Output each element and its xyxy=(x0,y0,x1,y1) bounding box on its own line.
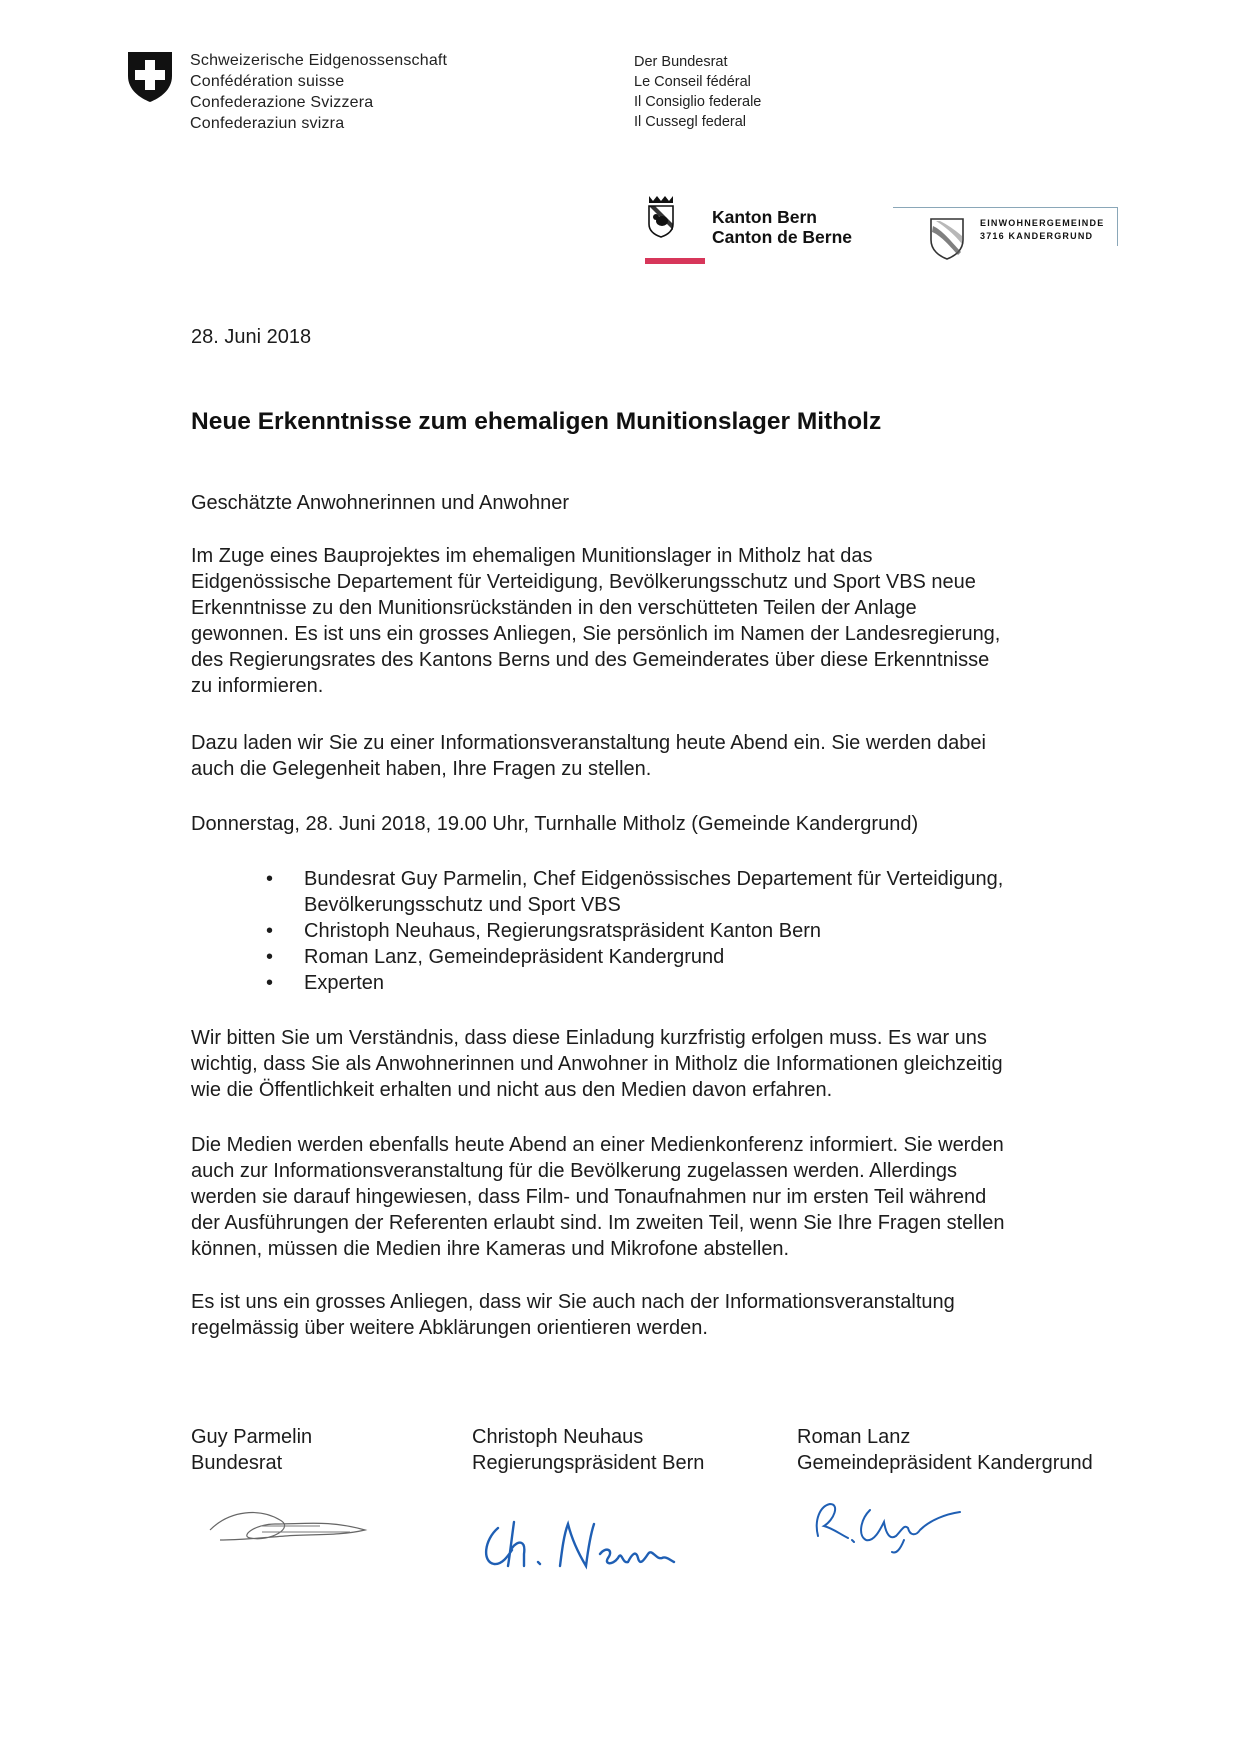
kandergrund-crest-icon xyxy=(928,216,966,260)
municipality-line-2: 3716 KANDERGRUND xyxy=(980,231,1094,241)
signature-parmelin xyxy=(200,1490,380,1560)
paragraph-apology xyxy=(191,1025,1003,1103)
paragraph-line: Die Medien werden ebenfalls heute Abend an einer Medienkonferenz informiert. Sie werden xyxy=(191,1134,1004,1156)
speaker-text: • Roman Lanz, Gemeindepräsident Kandergrund xyxy=(304,946,725,968)
signature-lanz xyxy=(800,1490,970,1560)
paragraph-invitation xyxy=(191,730,986,782)
paragraph-line: regelmässig über weitere Abklärungen orientieren werden. xyxy=(191,1317,708,1339)
signatory-role: Bundesrat xyxy=(191,1452,283,1474)
council-line-rm: Il Cussegl federal xyxy=(634,114,747,130)
canton-name xyxy=(712,207,852,247)
list-item xyxy=(266,918,1003,944)
paragraph-line: Es ist uns ein grosses Anliegen, dass wir Sie auch nach der Informationsveranstaltung xyxy=(191,1291,955,1313)
letter-salutation: Geschätzte Anwohnerinnen und Anwohner xyxy=(191,492,570,514)
speaker-text: • Christoph Neuhaus, Regierungsratspräsident Kanton Bern xyxy=(304,920,821,942)
swiss-coat-of-arms-icon xyxy=(126,50,174,104)
paragraph-line: der Ausführungen der Referenten erlaubt sind. Im zweiten Teil, wenn Sie Ihre Fragen stellen xyxy=(191,1212,1005,1234)
letter-date: 28. Juni 2018 xyxy=(191,326,312,348)
event-details xyxy=(191,811,918,837)
signatory-lanz xyxy=(797,1424,1093,1476)
paragraph-closing xyxy=(191,1289,955,1341)
canton-accent-rule xyxy=(645,258,705,264)
confederation-line-de: Schweizerische Eidgenossenschaft xyxy=(190,52,448,69)
signatory-parmelin xyxy=(191,1424,312,1476)
confederation-line-rm: Confederaziun svizra xyxy=(190,115,345,132)
paragraph-line: Wir bitten Sie um Verständnis, dass diese Einladung kurzfristig erfolgen muss. Es war uns xyxy=(191,1027,987,1049)
paragraph-line: Eidgenössische Departement für Verteidigung, Bevölkerungsschutz und Sport VBS neue xyxy=(191,571,976,593)
speaker-text: • Experten xyxy=(304,972,385,994)
speaker-text: • Bundesrat Guy Parmelin, Chef Eidgenössisches Departement für Verteidigung, xyxy=(304,868,1004,890)
speaker-text-continued: Bevölkerungsschutz und Sport VBS xyxy=(304,894,621,916)
council-line-de: Der Bundesrat xyxy=(634,54,728,70)
municipality-line-1: EINWOHNERGEMEINDE xyxy=(980,218,1105,228)
speaker-list xyxy=(266,866,1003,996)
federal-council-names xyxy=(634,52,761,132)
signatory-role: Regierungspräsident Bern xyxy=(472,1452,705,1474)
paragraph-line: des Regierungsrates des Kantons Berns und des Gemeinderates über diese Erkenntnisse xyxy=(191,649,990,671)
canton-name-de: Kanton Bern xyxy=(712,207,817,227)
paragraph-media xyxy=(191,1132,1004,1262)
signatory-name: Roman Lanz xyxy=(797,1426,911,1448)
confederation-line-it: Confederazione Svizzera xyxy=(190,94,374,111)
municipality-name xyxy=(980,217,1104,243)
signatory-role: Gemeindepräsident Kandergrund xyxy=(797,1452,1093,1474)
paragraph-line: Im Zuge eines Bauprojektes im ehemaligen Munitionslager in Mitholz hat das xyxy=(191,545,873,567)
signature-neuhaus xyxy=(476,1510,686,1580)
paragraph-line: zu informieren. xyxy=(191,675,324,697)
paragraph-line: auch die Gelegenheit haben, Ihre Fragen zu stellen. xyxy=(191,758,652,780)
event-line: Donnerstag, 28. Juni 2018, 19.00 Uhr, Turnhalle Mitholz (Gemeinde Kandergrund) xyxy=(191,813,919,835)
confederation-line-fr: Confédération suisse xyxy=(190,73,345,90)
paragraph-line: gewonnen. Es ist uns ein grosses Anliegen, Sie persönlich im Namen der Landesregierung, xyxy=(191,623,1001,645)
paragraph-line: können, müssen die Medien ihre Kameras und Mikrofone abstellen. xyxy=(191,1238,790,1260)
paragraph-line: werden sie darauf hingewiesen, dass Film- und Tonaufnahmen nur im ersten Teil während xyxy=(191,1186,987,1208)
list-item xyxy=(266,970,1003,996)
confederation-names xyxy=(190,50,447,134)
canton-name-fr: Canton de Berne xyxy=(712,227,853,247)
paragraph-line: Erkenntnisse zu den Munitionsrückständen in den verschütteten Teilen der Anlage xyxy=(191,597,917,619)
paragraph-introduction xyxy=(191,543,1000,699)
signatory-neuhaus xyxy=(472,1424,704,1476)
council-line-it: Il Consiglio federale xyxy=(634,94,762,110)
bern-bear-crest-icon xyxy=(645,194,677,238)
signatory-name: Christoph Neuhaus xyxy=(472,1426,644,1448)
paragraph-line: wichtig, dass Sie als Anwohnerinnen und Anwohner in Mitholz die Informationen gleichzeitig xyxy=(191,1053,1003,1075)
list-item xyxy=(266,866,1003,918)
letter-title: Neue Erkenntnisse zum ehemaligen Munitionslager Mitholz xyxy=(191,408,882,435)
signatory-name: Guy Parmelin xyxy=(191,1426,313,1448)
list-item xyxy=(266,944,1003,970)
council-line-fr: Le Conseil fédéral xyxy=(634,74,751,90)
paragraph-line: auch zur Informationsveranstaltung für die Bevölkerung zugelassen werden. Allerdings xyxy=(191,1160,957,1182)
paragraph-line: Dazu laden wir Sie zu einer Informationsveranstaltung heute Abend ein. Sie werden dabei xyxy=(191,732,986,754)
paragraph-line: wie die Öffentlichkeit erhalten und nicht aus den Medien davon erfahren. xyxy=(191,1079,833,1101)
